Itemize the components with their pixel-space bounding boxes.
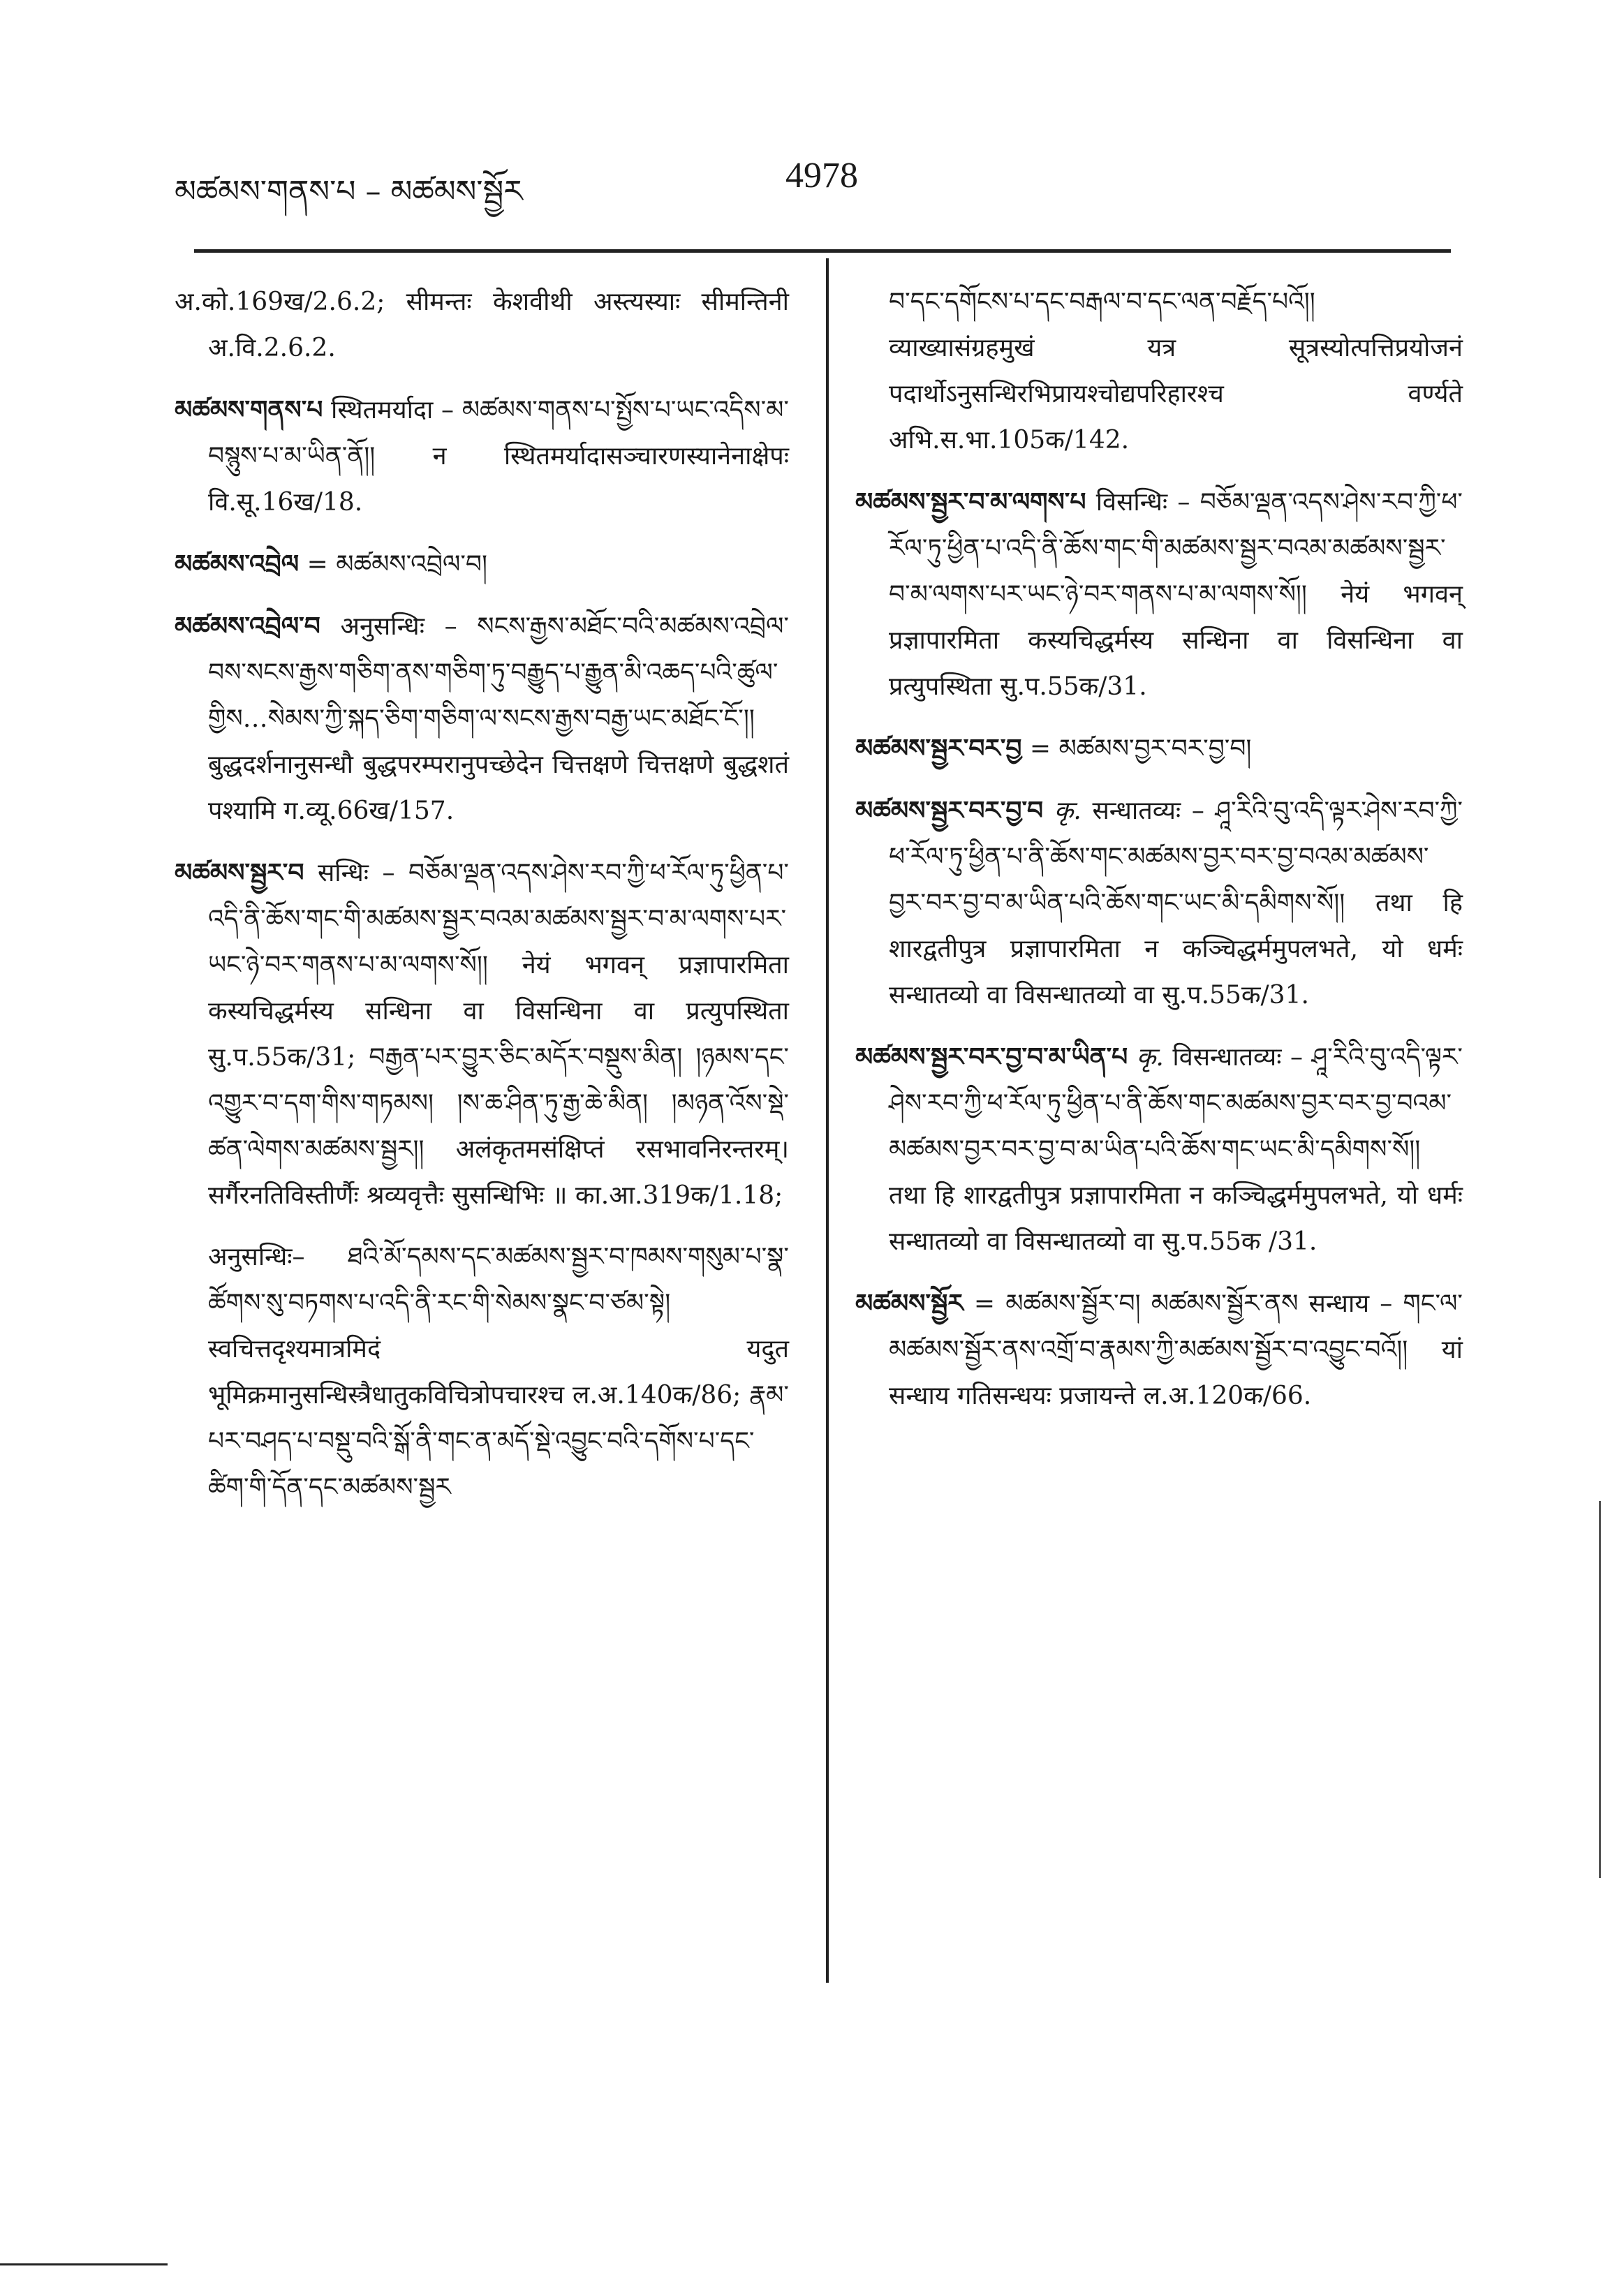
dictionary-entry bbox=[855, 725, 1463, 772]
entry-headword: མཚམས་སྦྱོར bbox=[855, 1289, 964, 1318]
dictionary-entry bbox=[175, 387, 789, 526]
entry-headword: མཚམས་སྦྱར་བར་བྱ་བ bbox=[855, 796, 1044, 825]
entry-headword: མཚམས་སྦྱར་བ་མ་ལགས་པ bbox=[855, 487, 1086, 517]
running-head: མཚམས་གནས་པ – མཚམས་སྦྱོར bbox=[175, 174, 523, 209]
entry-text: अनुसन्धिः– ཐའི་མོ་དམས་དང་མཚམས་སྦྱར་བ་ཁམས་གསུམ་པ་སྣ་ཚོགས་སུ་བཏགས་པ་འདི་ནི་རང་གི་སེམས་སྣང་བ་ཙམ་སྟེ། स्वचित्तदृश्यमात्रमिदं यदुत भूमिक्रमानुसन्धिस्त्रैधातुकविचित्रोपचारश्च ल.अ.140क/86; རྣམ་པར་བཤད་པ་བསྡུ་བའི་སྒོ་ནི་གང་ན་མདོ་སྡེ་འབྱུང་བའི་དགོས་པ་དང་ཚིག་གི་དོན་དང་མཚམས་སྦྱར bbox=[208, 1243, 789, 1502]
entry-headword: མཚམས་སྦྱར་བ bbox=[175, 858, 304, 887]
dictionary-entry bbox=[855, 1034, 1463, 1265]
dictionary-entry bbox=[855, 1280, 1463, 1419]
entry-headword: མཚམས་གནས་པ bbox=[175, 395, 323, 424]
entry-headword: མཚམས་འབྲེལ་བ bbox=[175, 612, 320, 641]
dictionary-entry bbox=[855, 788, 1463, 1019]
page-number: 4978 bbox=[785, 156, 858, 195]
entry-grammar: कृ. bbox=[1136, 1043, 1164, 1072]
left-column bbox=[175, 279, 789, 1526]
entry-headword: མཚམས་སྦྱར་བར་བྱ bbox=[855, 734, 1022, 763]
margin-mark bbox=[1599, 1501, 1601, 1878]
entry-headword: མཚམས་སྦྱར་བར་བྱ་བ་མ་ཡིན་པ bbox=[855, 1042, 1128, 1072]
dictionary-entry bbox=[175, 603, 789, 834]
dictionary-entry bbox=[175, 541, 789, 588]
dictionary-entry bbox=[855, 479, 1463, 710]
entry-text: विसन्धिः – བཅོམ་ལྡན་འདས་ཤེས་རབ་ཀྱི་ཕ་རོལ་ཏུ་ཕྱིན་པ་འདི་ནི་ཆོས་གང་གི་མཚམས་སྦྱར་བའམ་མཚམས་སྦྱར་བ་མ་ལགས་པར་ཡང་ཉེ་བར་གནས་པ་མ་ལགས་སོ།། नेयं भगवन् प्रज्ञापारमिता कस्यचिद्धर्मस्य सन्धिना वा विसन्धिना वा प्रत्युपस्थिता सु.प.55क/31. bbox=[889, 488, 1463, 701]
right-column bbox=[855, 279, 1463, 1435]
entry-text: अ.को.169ख/2.6.2; सीमन्तः केशवीथी अस्त्यस्याः सीमन्तिनी अ.वि.2.6.2. bbox=[175, 288, 789, 362]
entry-grammar: कृ. bbox=[1054, 797, 1082, 825]
entry-text: = མཚམས་སྦྱོར་བ། མཚམས་སྦྱོར་ནས सन्धाय – གང་ལ་མཚམས་སྦྱོར་ནས་འགྲོ་བ་རྣམས་ཀྱི་མཚམས་སྦྱོར་བ་འབྱུང་བའོ།། यां सन्धाय गतिसन्धयः प्रजायन्ते ल.अ.120क/66. bbox=[889, 1289, 1463, 1410]
entry-text: विसन्धातव्यः – ཤཱ་རིའི་བུ་འདི་ལྟར་ཤེས་རབ་ཀྱི་ཕ་རོལ་ཏུ་ཕྱིན་པ་ནི་ཆོས་གང་མཚམས་བྱར་བར་བྱ་བའམ་མཚམས་བྱར་བར་བྱ་བ་མ་ཡིན་པའི་ཆོས་གང་ཡང་མི་དམིགས་སོ།། तथा हि शारद्वतीपुत्र प्रज्ञापारमिता न कञ्चिद्धर्ममुपलभते, यो धर्मः सन्धातव्यो वा विसन्धातव्यो वा सु.प.55क /31. bbox=[889, 1043, 1463, 1256]
entry-text: अनुसन्धिः – སངས་རྒྱས་མཐོང་བའི་མཚམས་འབྲེལ་བས་སངས་རྒྱས་གཅིག་ནས་གཅིག་ཏུ་བརྒྱུད་པ་རྒྱུན་མི་འཆད་པའི་ཚུལ་གྱིས…སེམས་ཀྱི་སྐད་ཅིག་གཅིག་ལ་སངས་རྒྱས་བརྒྱ་ཡང་མཐོང་ངོ་།། बुद्धदर्शनानुसन्धौ बुद्धपरम्परानुपच्छेदेन चित्तक्षणे चित्तक्षणे बुद्धशतं पश्यामि ग.व्यू.66ख/157. bbox=[208, 612, 789, 825]
entry-text: स्थितमर्यादा – མཚམས་གནས་པ་སྤྱོས་པ་ཡང་འདིས་མ་བསྙུས་པ་མ་ཡིན་ནོ།། न स्थितमर्यादासञ्चारणस्यानेनाक्षेपः वि.सू.16ख/18. bbox=[208, 396, 789, 517]
footer-rule bbox=[0, 2263, 168, 2265]
entry-headword: མཚམས་འབྲེལ bbox=[175, 549, 300, 579]
dictionary-entry bbox=[175, 850, 789, 1219]
column-divider bbox=[826, 258, 829, 1983]
entry-text: བ་དང་དགོངས་པ་དང་བརྒལ་བ་དང་ལན་བརྗོད་པའོ།། व्याख्यासंग्रहमुखं यत्र सूत्रस्योत्पत्तिप्रयोजनं पदार्थोऽनुसन्धिरभिप्रायश्चोद्यपरिहारश्च वर्ण्यते अभि.स.भा.105क/142. bbox=[889, 288, 1463, 454]
entry-text: = མཚམས་འབྲེལ་བ། bbox=[307, 550, 487, 579]
dictionary-entry bbox=[175, 1234, 789, 1511]
entry-text: सन्धातव्यः – ཤཱ་རིའི་བུ་འདི་ལྟར་ཤེས་རབ་ཀྱི་ཕ་རོལ་ཏུ་ཕྱིན་པ་ནི་ཆོས་གང་མཚམས་བྱར་བར་བྱ་བའམ་མཚམས་བྱར་བར་བྱ་བ་མ་ཡིན་པའི་ཆོས་གང་ཡང་མི་དམིགས་སོ།། तथा हि शारद्वतीपुत्र प्रज्ञापारमिता न कञ्चिद्धर्ममुपलभते, यो धर्मः सन्धातव्यो वा विसन्धातव्यो वा सु.प.55क/31. bbox=[889, 797, 1463, 1010]
entry-text: सन्धिः – བཅོམ་ལྡན་འདས་ཤེས་རབ་ཀྱི་ཕ་རོལ་ཏུ་ཕྱིན་པ་འདི་ནི་ཆོས་གང་གི་མཚམས་སྦྱར་བའམ་མཚམས་སྦྱར་བ་མ་ལགས་པར་ཡང་ཉེ་བར་གནས་པ་མ་ལགས་སོ།། नेयं भगवन् प्रज्ञापारमिता कस्यचिद्धर्मस्य सन्धिना वा विसन्धिना वा प्रत्युपस्थिता सु.प.55क/31; བརྒྱན་པར་བྱུར་ཅིང་མདོར་བསྡུས་མིན། །ཉམས་དང་འགྱུར་བ་དག་གིས་གཏམས། །ས་ཆ་ཤིན་ཏུ་རྒྱ་ཆེ་མིན། །མཉན་འོས་སྡེ་ཚན་ལེགས་མཚམས་སྦྱར།། अलंकृतमसंक्षिप्तं रसभावनिरन्तरम्। सर्गैरनतिविस्तीर्णैः श्रव्यवृत्तैः सुसन्धिभिः ॥ का.आ.319क/1.18; bbox=[208, 859, 789, 1210]
header-rule bbox=[194, 249, 1451, 253]
entry-text: = མཚམས་བྱར་བར་བྱ་བ། bbox=[1029, 734, 1252, 763]
dictionary-entry bbox=[175, 279, 789, 371]
dictionary-entry bbox=[855, 279, 1463, 464]
